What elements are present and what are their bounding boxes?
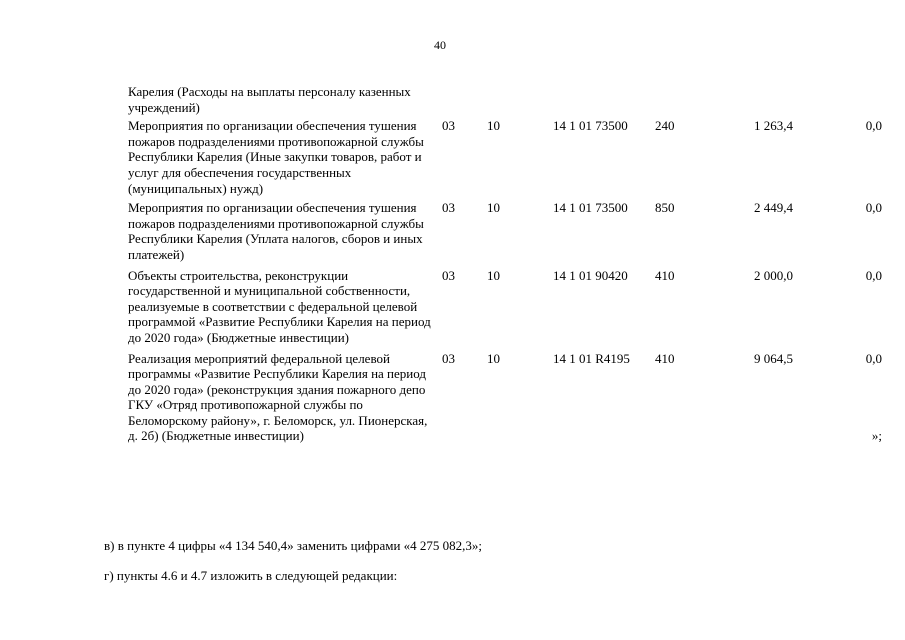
amount-second: 0,0 bbox=[865, 267, 882, 283]
section-code: 03 bbox=[442, 200, 455, 216]
section-code: 03 bbox=[442, 350, 455, 366]
subsection-code: 10 bbox=[487, 267, 500, 283]
amendment-paragraph-v: в) в пункте 4 цифры «4 134 540,4» заменить цифрами «4 275 082,3»; bbox=[104, 538, 483, 553]
table-closing-quote: »; bbox=[871, 428, 882, 444]
amount-first: 9 064,5 bbox=[754, 350, 793, 366]
table-row bbox=[0, 200, 905, 262]
table-row bbox=[0, 268, 905, 346]
expense-type-code: 240 bbox=[655, 118, 675, 134]
row-description: Карелия (Расходы на выплаты персоналу казенных учреждений) bbox=[128, 84, 411, 115]
target-article-code: 14 1 01 90420 bbox=[553, 267, 628, 283]
row-description: Объекты строительства, реконструкции государственной и муниципальной собственности, реализуемые в соответствии с федеральной целевой программой «Развитие Республики Карелия на период до 2020 года» (Бюджетные инвестиции) bbox=[128, 267, 431, 345]
table-row bbox=[0, 351, 905, 445]
budget-table bbox=[0, 84, 905, 444]
target-article-code: 14 1 01 73500 bbox=[553, 200, 628, 216]
amount-first: 2 000,0 bbox=[754, 267, 793, 283]
section-code: 03 bbox=[442, 267, 455, 283]
page-number: 40 bbox=[434, 38, 446, 52]
subsection-code: 10 bbox=[487, 200, 500, 216]
amount-second: 0,0 bbox=[865, 118, 882, 134]
table-row bbox=[0, 118, 905, 196]
amount-first: 1 263,4 bbox=[754, 118, 793, 134]
section-code: 03 bbox=[442, 118, 455, 134]
expense-type-code: 410 bbox=[655, 350, 675, 366]
expense-type-code: 850 bbox=[655, 200, 675, 216]
row-description: Мероприятия по организации обеспечения тушения пожаров подразделениями противопожарной службы Республики Карелия (Уплата налогов, сборов и иных платежей) bbox=[128, 200, 424, 262]
subsection-code: 10 bbox=[487, 350, 500, 366]
subsection-code: 10 bbox=[487, 118, 500, 134]
target-article-code: 14 1 01 73500 bbox=[553, 118, 628, 134]
amount-second: 0,0 bbox=[865, 350, 882, 366]
amendment-paragraph-g: г) пункты 4.6 и 4.7 изложить в следующей редакции: bbox=[104, 568, 398, 583]
row-description: Мероприятия по организации обеспечения тушения пожаров подразделениями противопожарной службы Республики Карелия (Иные закупки товаров, работ и услуг для обеспечения государственных (муниципальных) нужд) bbox=[128, 118, 424, 196]
row-description: Реализация мероприятий федеральной целевой программы «Развитие Республики Карелия на период до 2020 года» (реконструкция здания пожарного депо ГКУ «Отряд противопожарной службы по Беломорскому району», г. Беломорск, ул. Пионерская, д. 2б) (Бюджетные инвестиции) bbox=[128, 350, 428, 444]
amount-first: 2 449,4 bbox=[754, 200, 793, 216]
table-row bbox=[0, 84, 905, 115]
amount-second: 0,0 bbox=[865, 200, 882, 216]
target-article-code: 14 1 01 R4195 bbox=[553, 350, 630, 366]
expense-type-code: 410 bbox=[655, 267, 675, 283]
